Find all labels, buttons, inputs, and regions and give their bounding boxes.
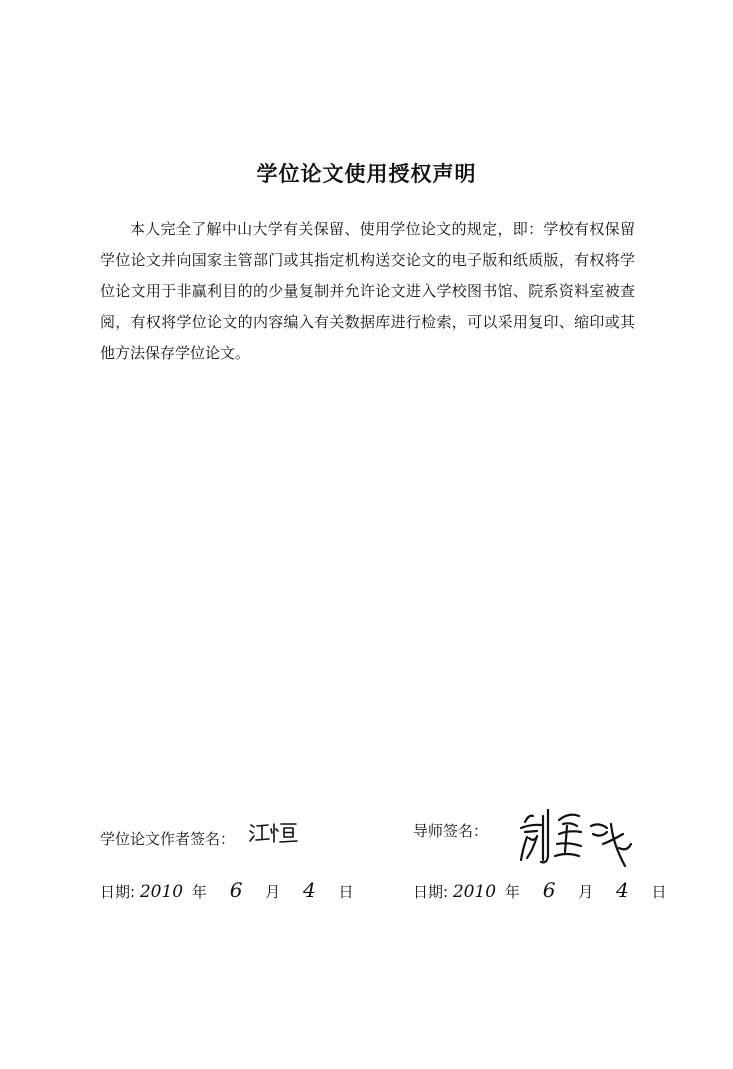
author-handwritten-signature	[248, 820, 300, 850]
advisor-date-label: 日期:	[413, 883, 449, 901]
advisor-date-year: 2010	[452, 882, 497, 902]
author-date-label: 日期:	[100, 883, 136, 901]
author-signature-label: 学位论文作者签名：	[100, 830, 236, 848]
advisor-date-year-unit: 年	[504, 883, 520, 901]
advisor-signature-row	[413, 820, 488, 841]
advisor-date-month-unit: 月	[578, 883, 594, 901]
author-signature-image	[248, 820, 300, 846]
advisor-handwritten-signature	[515, 804, 635, 878]
document-title: 学位论文使用授权声明	[256, 162, 477, 186]
author-date-year-unit: 年	[191, 883, 207, 901]
author-date-year: 2010	[139, 882, 184, 902]
author-date-day: 4	[303, 878, 316, 902]
advisor-date-day: 4	[616, 878, 629, 902]
authorization-paragraph: 本人完全了解中山大学有关保留、使用学位论文的规定，即：学校有权保留学位论文并向国家主管部门或其指定机构送交论文的电子版和纸质版，有权将学位论文用于非赢利目的的少量复制并允许论文进入学校图书馆、院系资料室被查阅，有权将学位论文的内容编入有关数据库进行检索，可以采用复印、缩印或其他方法保存学位论文。	[100, 220, 635, 362]
author-signature-row	[100, 820, 300, 850]
author-date-row	[100, 878, 358, 902]
advisor-signature-image	[515, 804, 635, 874]
author-date-month-unit: 月	[265, 883, 281, 901]
advisor-date-row	[413, 878, 671, 902]
author-date-month: 6	[229, 878, 243, 902]
advisor-date-day-unit: 日	[651, 883, 667, 901]
author-date-day-unit: 日	[338, 883, 354, 901]
advisor-signature-label: 导师签名：	[413, 822, 489, 840]
advisor-date-month: 6	[542, 878, 556, 902]
